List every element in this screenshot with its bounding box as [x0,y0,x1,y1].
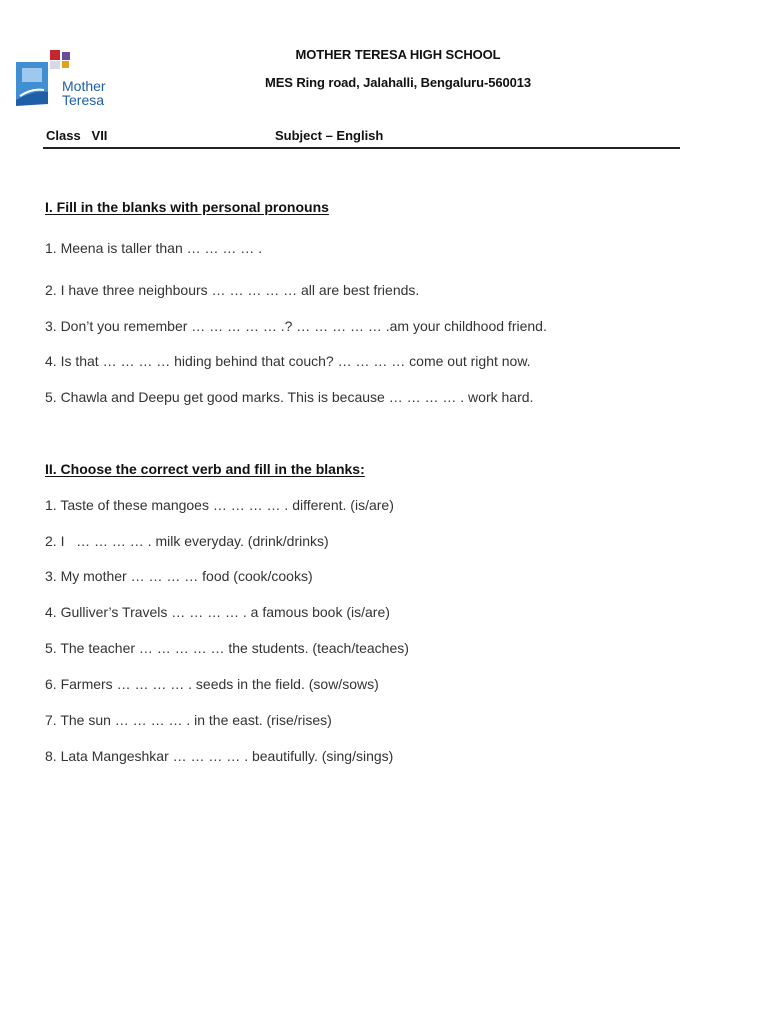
section-2-question: 2. I … … … … . milk everyday. (drink/drinks) [45,533,329,549]
section-2-question: 5. The teacher … … … … … the students. (teach/teaches) [45,640,409,656]
subject-label: Subject – English [275,128,384,143]
section-1-question: 4. Is that … … … … hiding behind that couch? … … … … come out right now. [45,353,531,369]
section-2-question: 4. Gulliver’s Travels … … … … . a famous book (is/are) [45,604,390,620]
logo-word-1: Mother [62,78,106,94]
section-2-question: 7. The sun … … … … . in the east. (rise/rises) [45,712,332,728]
school-name: MOTHER TERESA HIGH SCHOOL [295,47,501,62]
section-1-question: 2. I have three neighbours … … … … … all are best friends. [45,282,420,298]
header-divider [43,147,680,149]
section-2-question: 3. My mother … … … … food (cook/cooks) [45,568,313,584]
section-1-question: 5. Chawla and Deepu get good marks. This is because … … … … . work hard. [45,389,534,405]
section-1-question: 1. Meena is taller than … … … … . [45,240,263,256]
section-2-question: 6. Farmers … … … … . seeds in the field. (sow/sows) [45,676,379,692]
school-address: MES Ring road, Jalahalli, Bengaluru-560013 [265,75,531,90]
logo-word-2: Teresa [62,92,105,108]
section-1-title: I. Fill in the blanks with personal pronouns [45,199,329,215]
section-1-question: 3. Don’t you remember … … … … … .? … … … … … .am your childhood friend. [45,318,547,334]
section-2-question: 8. Lata Mangeshkar … … … … . beautifully. (sing/sings) [45,748,394,764]
class-label: Class VII [46,128,108,143]
section-2-question: 1. Taste of these mangoes … … … … . different. (is/are) [45,497,394,513]
section-2-title: II. Choose the correct verb and fill in the blanks: [45,461,365,477]
